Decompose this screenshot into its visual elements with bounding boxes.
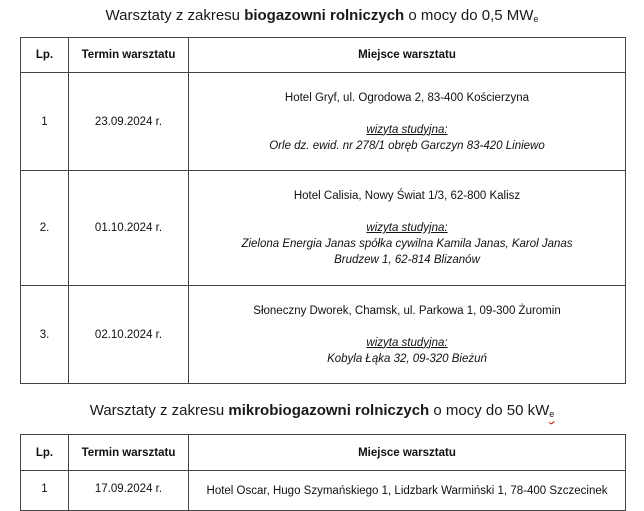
visit-label: wizyta studyjna: (366, 123, 448, 136)
row-date: 17.09.2024 r. (69, 471, 189, 511)
table-row (21, 286, 626, 384)
header-date: Termin warsztatu (69, 435, 189, 471)
venue-name: Hotel Calisia, Nowy Świat 1/3, 62-800 Kalisz (293, 190, 521, 202)
row-lp: 2. (21, 171, 69, 286)
visit-label: wizyta studyjna: (366, 336, 448, 349)
header-place: Miejsce warsztatu (189, 38, 626, 73)
visit-address-line2: Brudzew 1, 62-814 Blizanów (334, 254, 480, 266)
row-date: 02.10.2024 r. (69, 286, 189, 384)
row-date: 23.09.2024 r. (69, 73, 189, 171)
row-lp: 3. (21, 286, 69, 384)
row-date: 01.10.2024 r. (69, 171, 189, 286)
section2-title (0, 402, 644, 419)
table-row (21, 171, 626, 286)
section1-title-sub: e (533, 14, 539, 24)
visit-address: Zielona Energia Janas spółka cywilna Kamila Janas, Karol Janas (241, 238, 573, 250)
section2-table (20, 434, 626, 511)
row-place: Hotel Oscar, Hugo Szymańskiego 1, Lidzbark Warmiński 1, 78-400 Szczecinek (189, 471, 626, 511)
row-lp: 1 (21, 471, 69, 511)
section2-title-sub: e (549, 409, 555, 419)
section1-title-bold: biogazowni rolniczych (244, 7, 405, 24)
header-place: Miejsce warsztatu (189, 435, 626, 471)
table-row (21, 73, 626, 171)
visit-address: Kobyla Łąka 32, 09-320 Bieżuń (327, 352, 487, 365)
section1-table (20, 37, 626, 384)
section1-title-suffix: o mocy do 0,5 MW (404, 7, 534, 24)
section1-title-prefix: Warsztaty z zakresu (105, 7, 245, 24)
table-row (21, 471, 626, 511)
section1-title (0, 7, 644, 24)
row-place (189, 73, 626, 171)
header-lp: Lp. (21, 38, 69, 73)
venue-name: Hotel Gryf, ul. Ogrodowa 2, 83-400 Kościerzyna (284, 91, 530, 104)
visit-label: wizyta studyjna: (366, 222, 448, 234)
row-lp: 1 (21, 73, 69, 171)
section2-title-suffix: o mocy do 50 kW (429, 402, 550, 419)
section2-title-bold: mikrobiogazowni rolniczych (228, 402, 430, 419)
header-lp: Lp. (21, 435, 69, 471)
row-place (189, 286, 626, 384)
table-header-row (21, 435, 626, 471)
table-header-row (21, 38, 626, 73)
visit-address: Orle dz. ewid. nr 278/1 obręb Garczyn 83-420 Liniewo (269, 139, 545, 152)
header-date: Termin warsztatu (69, 38, 189, 73)
venue-name: Słoneczny Dworek, Chamsk, ul. Parkowa 1, 09-300 Żuromin (253, 304, 561, 317)
row-place (189, 171, 626, 286)
section2-title-prefix: Warsztaty z zakresu (89, 402, 229, 419)
